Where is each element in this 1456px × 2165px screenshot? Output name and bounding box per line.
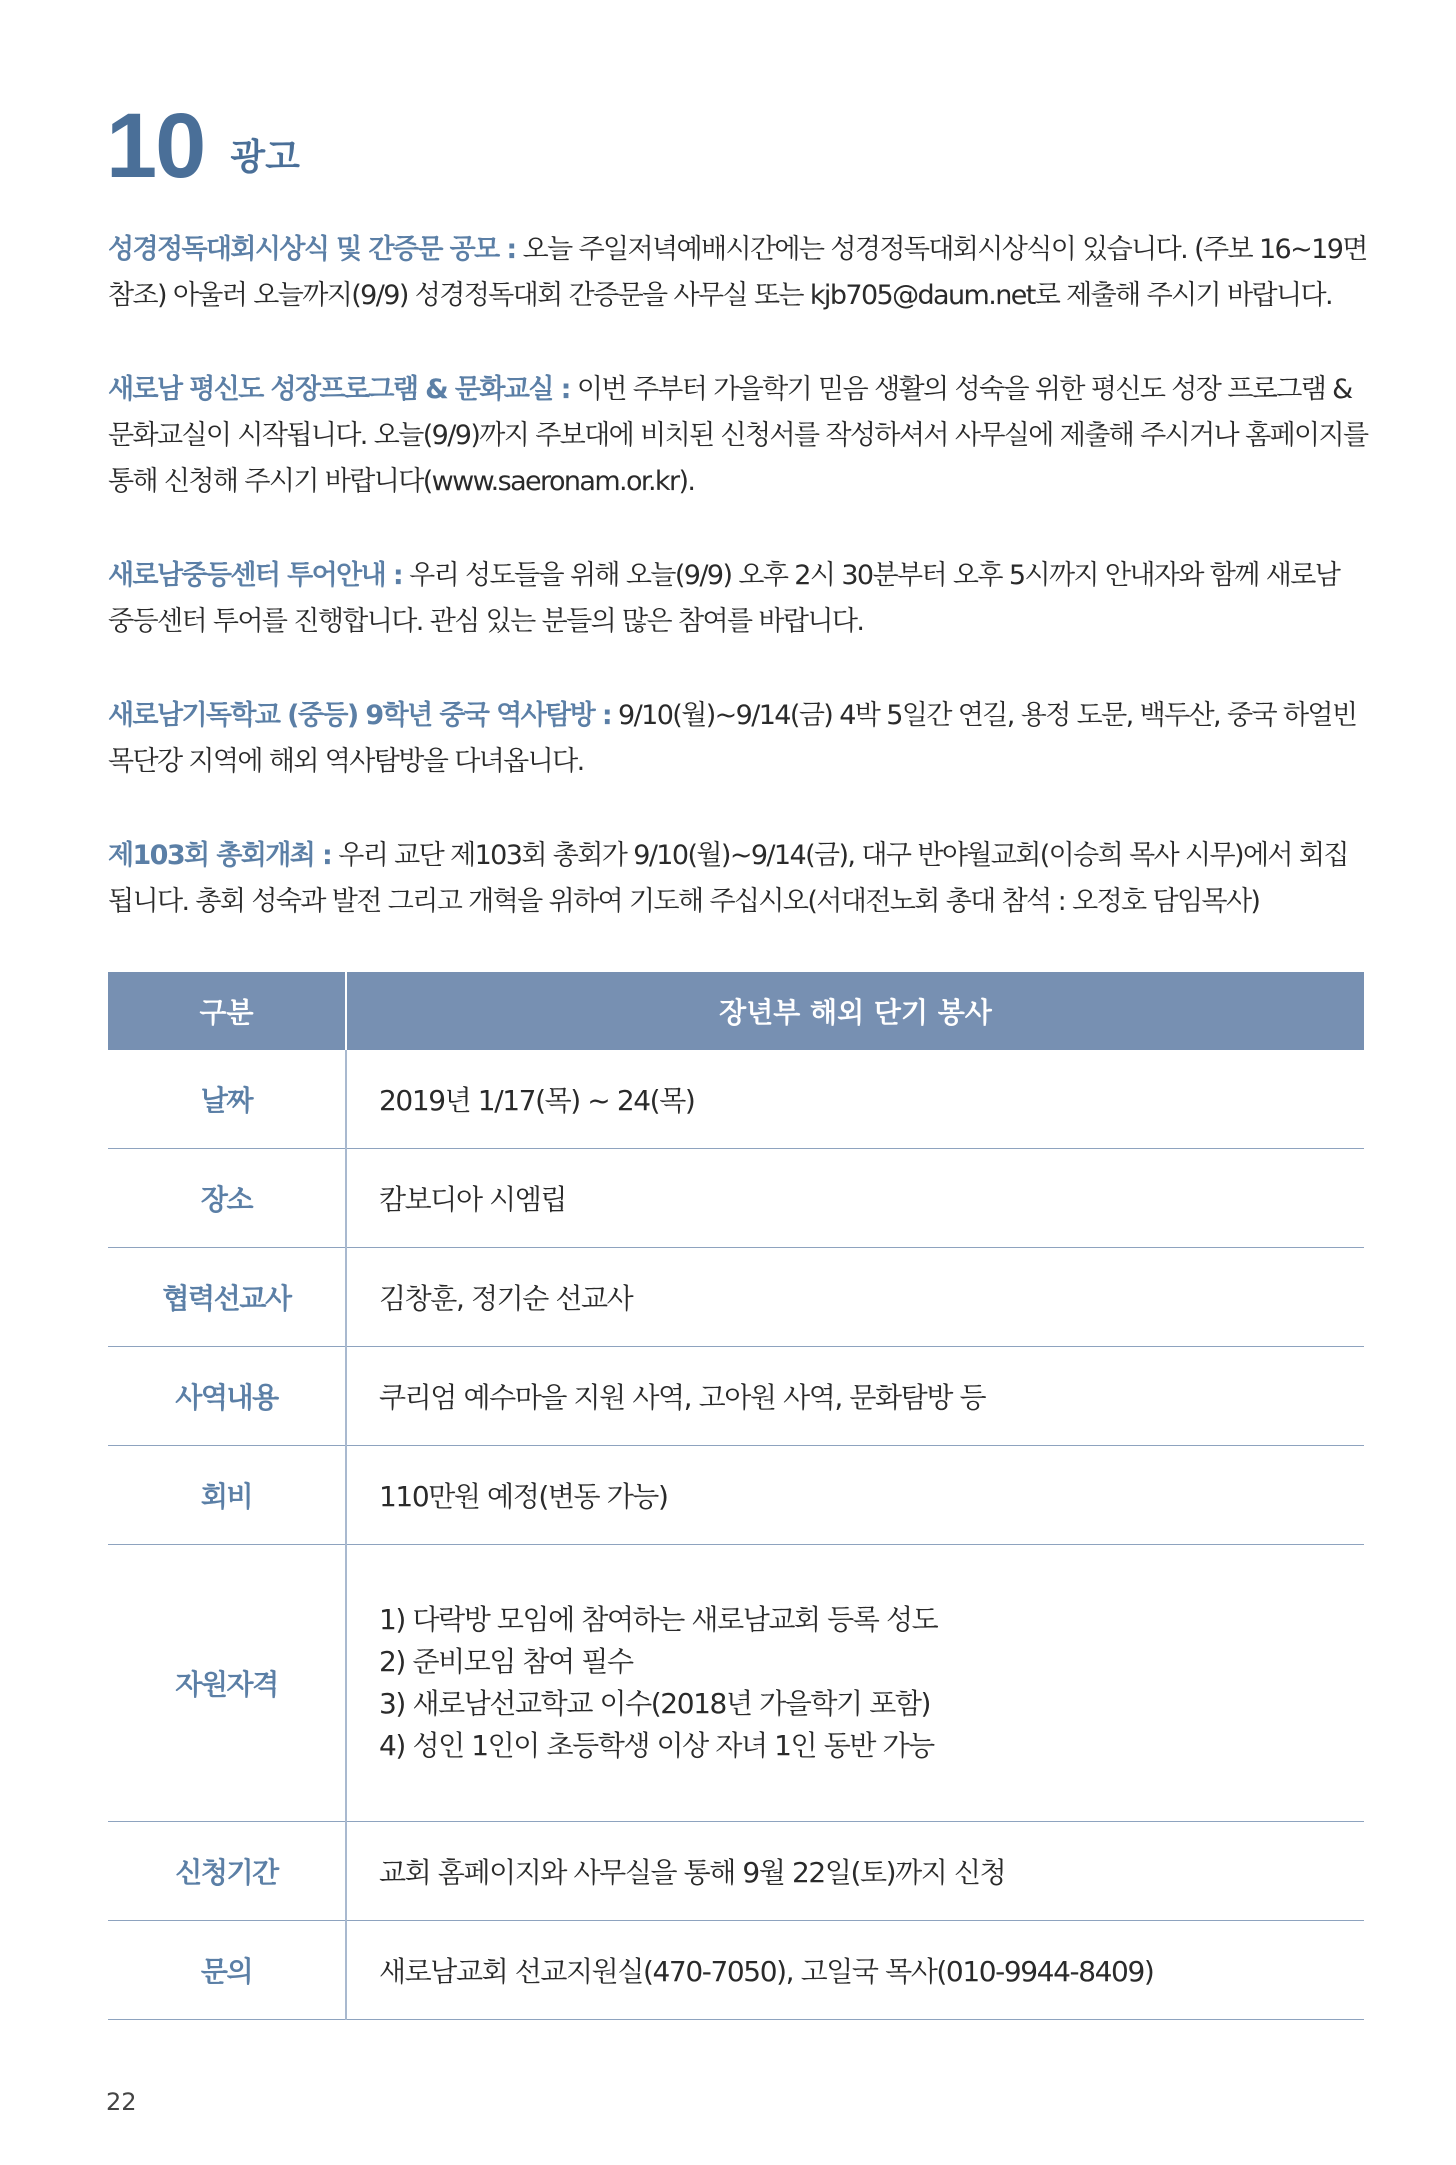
row-label-place: 장소 — [108, 1149, 346, 1248]
section-header — [106, 95, 300, 197]
notice-item — [108, 553, 1370, 645]
table-row — [108, 1347, 1364, 1446]
row-value-contact: 새로남교회 선교지원실(470-7050), 고일국 목사(010-9944-8409) — [346, 1921, 1364, 2020]
notice-label: 새로남기독학교 (중등) 9학년 중국 역사탐방 : — [108, 700, 612, 731]
row-value-missionary: 김창훈, 정기순 선교사 — [346, 1248, 1364, 1347]
section-number: 10 — [106, 95, 205, 197]
notice-list — [108, 200, 1370, 973]
notice-label: 성경정독대회시상식 및 간증문 공모 : — [108, 234, 516, 265]
notice-text: 9/10(월)~9/14(금) 4박 5일간 연길, 용정 도문, 백두산, 중국 하얼빈 목단강 지역에 해외 역사탐방을 다녀옵니다. — [108, 700, 1357, 777]
table-row — [108, 1921, 1364, 2020]
row-label-ministry: 사역내용 — [108, 1347, 346, 1446]
notice-item — [108, 367, 1370, 505]
mission-trip-table — [108, 972, 1364, 2020]
table-header-title: 장년부 해외 단기 봉사 — [346, 972, 1364, 1050]
table-header-row — [108, 972, 1364, 1050]
row-label-date: 날짜 — [108, 1050, 346, 1149]
notice-item — [108, 693, 1370, 785]
qualification-line: 1) 다락방 모임에 참여하는 새로남교회 등록 성도 — [379, 1603, 938, 1636]
notice-label: 새로남 평신도 성장프로그램 & 문화교실 : — [108, 374, 570, 405]
notice-label: 제103회 총회개최 : — [108, 840, 332, 871]
table-row — [108, 1050, 1364, 1149]
row-value-fee: 110만원 예정(변동 가능) — [346, 1446, 1364, 1545]
row-value-place: 캄보디아 시엠립 — [346, 1149, 1364, 1248]
table-row — [108, 1248, 1364, 1347]
table-header-label: 구분 — [108, 972, 346, 1050]
row-label-fee: 회비 — [108, 1446, 346, 1545]
table-row — [108, 1149, 1364, 1248]
notice-text: 우리 교단 제103회 총회가 9/10(월)~9/14(금), 대구 반야월교회(이승희 목사 시무)에서 회집됩니다. 총회 성숙과 발전 그리고 개혁을 위하여 기도해 주십시오(서대전노회 총대 참석 : 오정호 담임목사) — [108, 840, 1348, 917]
notice-text: 오늘 주일저녁예배시간에는 성경정독대회시상식이 있습니다. (주보 16~19면 참조) 아울러 오늘까지(9/9) 성경정독대회 간증문을 사무실 또는 kjb705@daum.net로 제출해 주시기 바랍니다. — [108, 234, 1367, 311]
row-value-application: 교회 홈페이지와 사무실을 통해 9월 22일(토)까지 신청 — [346, 1822, 1364, 1921]
qualification-line: 2) 준비모임 참여 필수 — [379, 1645, 633, 1678]
row-label-missionary: 협력선교사 — [108, 1248, 346, 1347]
table-row — [108, 1545, 1364, 1822]
notice-text: 우리 성도들을 위해 오늘(9/9) 오후 2시 30분부터 오후 5시까지 안내자와 함께 새로남 중등센터 투어를 진행합니다. 관심 있는 분들의 많은 참여를 바랍니다. — [108, 560, 1340, 637]
row-value-ministry: 쿠리엄 예수마을 지원 사역, 고아원 사역, 문화탐방 등 — [346, 1347, 1364, 1446]
table-row — [108, 1446, 1364, 1545]
row-label-application: 신청기간 — [108, 1822, 346, 1921]
row-label-contact: 문의 — [108, 1921, 346, 2020]
row-value-qualification — [346, 1545, 1364, 1822]
footer-page-number: 22 — [106, 2088, 137, 2116]
notice-item — [108, 833, 1370, 925]
notice-label: 새로남중등센터 투어안내 : — [108, 560, 403, 591]
notice-text: 이번 주부터 가을학기 믿음 생활의 성숙을 위한 평신도 성장 프로그램 & 문화교실이 시작됩니다. 오늘(9/9)까지 주보대에 비치된 신청서를 작성하셔서 사무실에 제출해 주시거나 홈페이지를 통해 신청해 주시기 바랍니다(www.saeronam.or.kr). — [108, 374, 1368, 497]
qualification-line: 4) 성인 1인이 초등학생 이상 자녀 1인 동반 가능 — [379, 1729, 934, 1762]
notice-item — [108, 227, 1370, 319]
table-row — [108, 1822, 1364, 1921]
row-value-date: 2019년 1/17(목) ~ 24(목) — [346, 1050, 1364, 1149]
qualification-line: 3) 새로남선교학교 이수(2018년 가을학기 포함) — [379, 1687, 931, 1720]
section-title: 광고 — [230, 137, 300, 178]
row-label-qualification: 자원자격 — [108, 1545, 346, 1822]
